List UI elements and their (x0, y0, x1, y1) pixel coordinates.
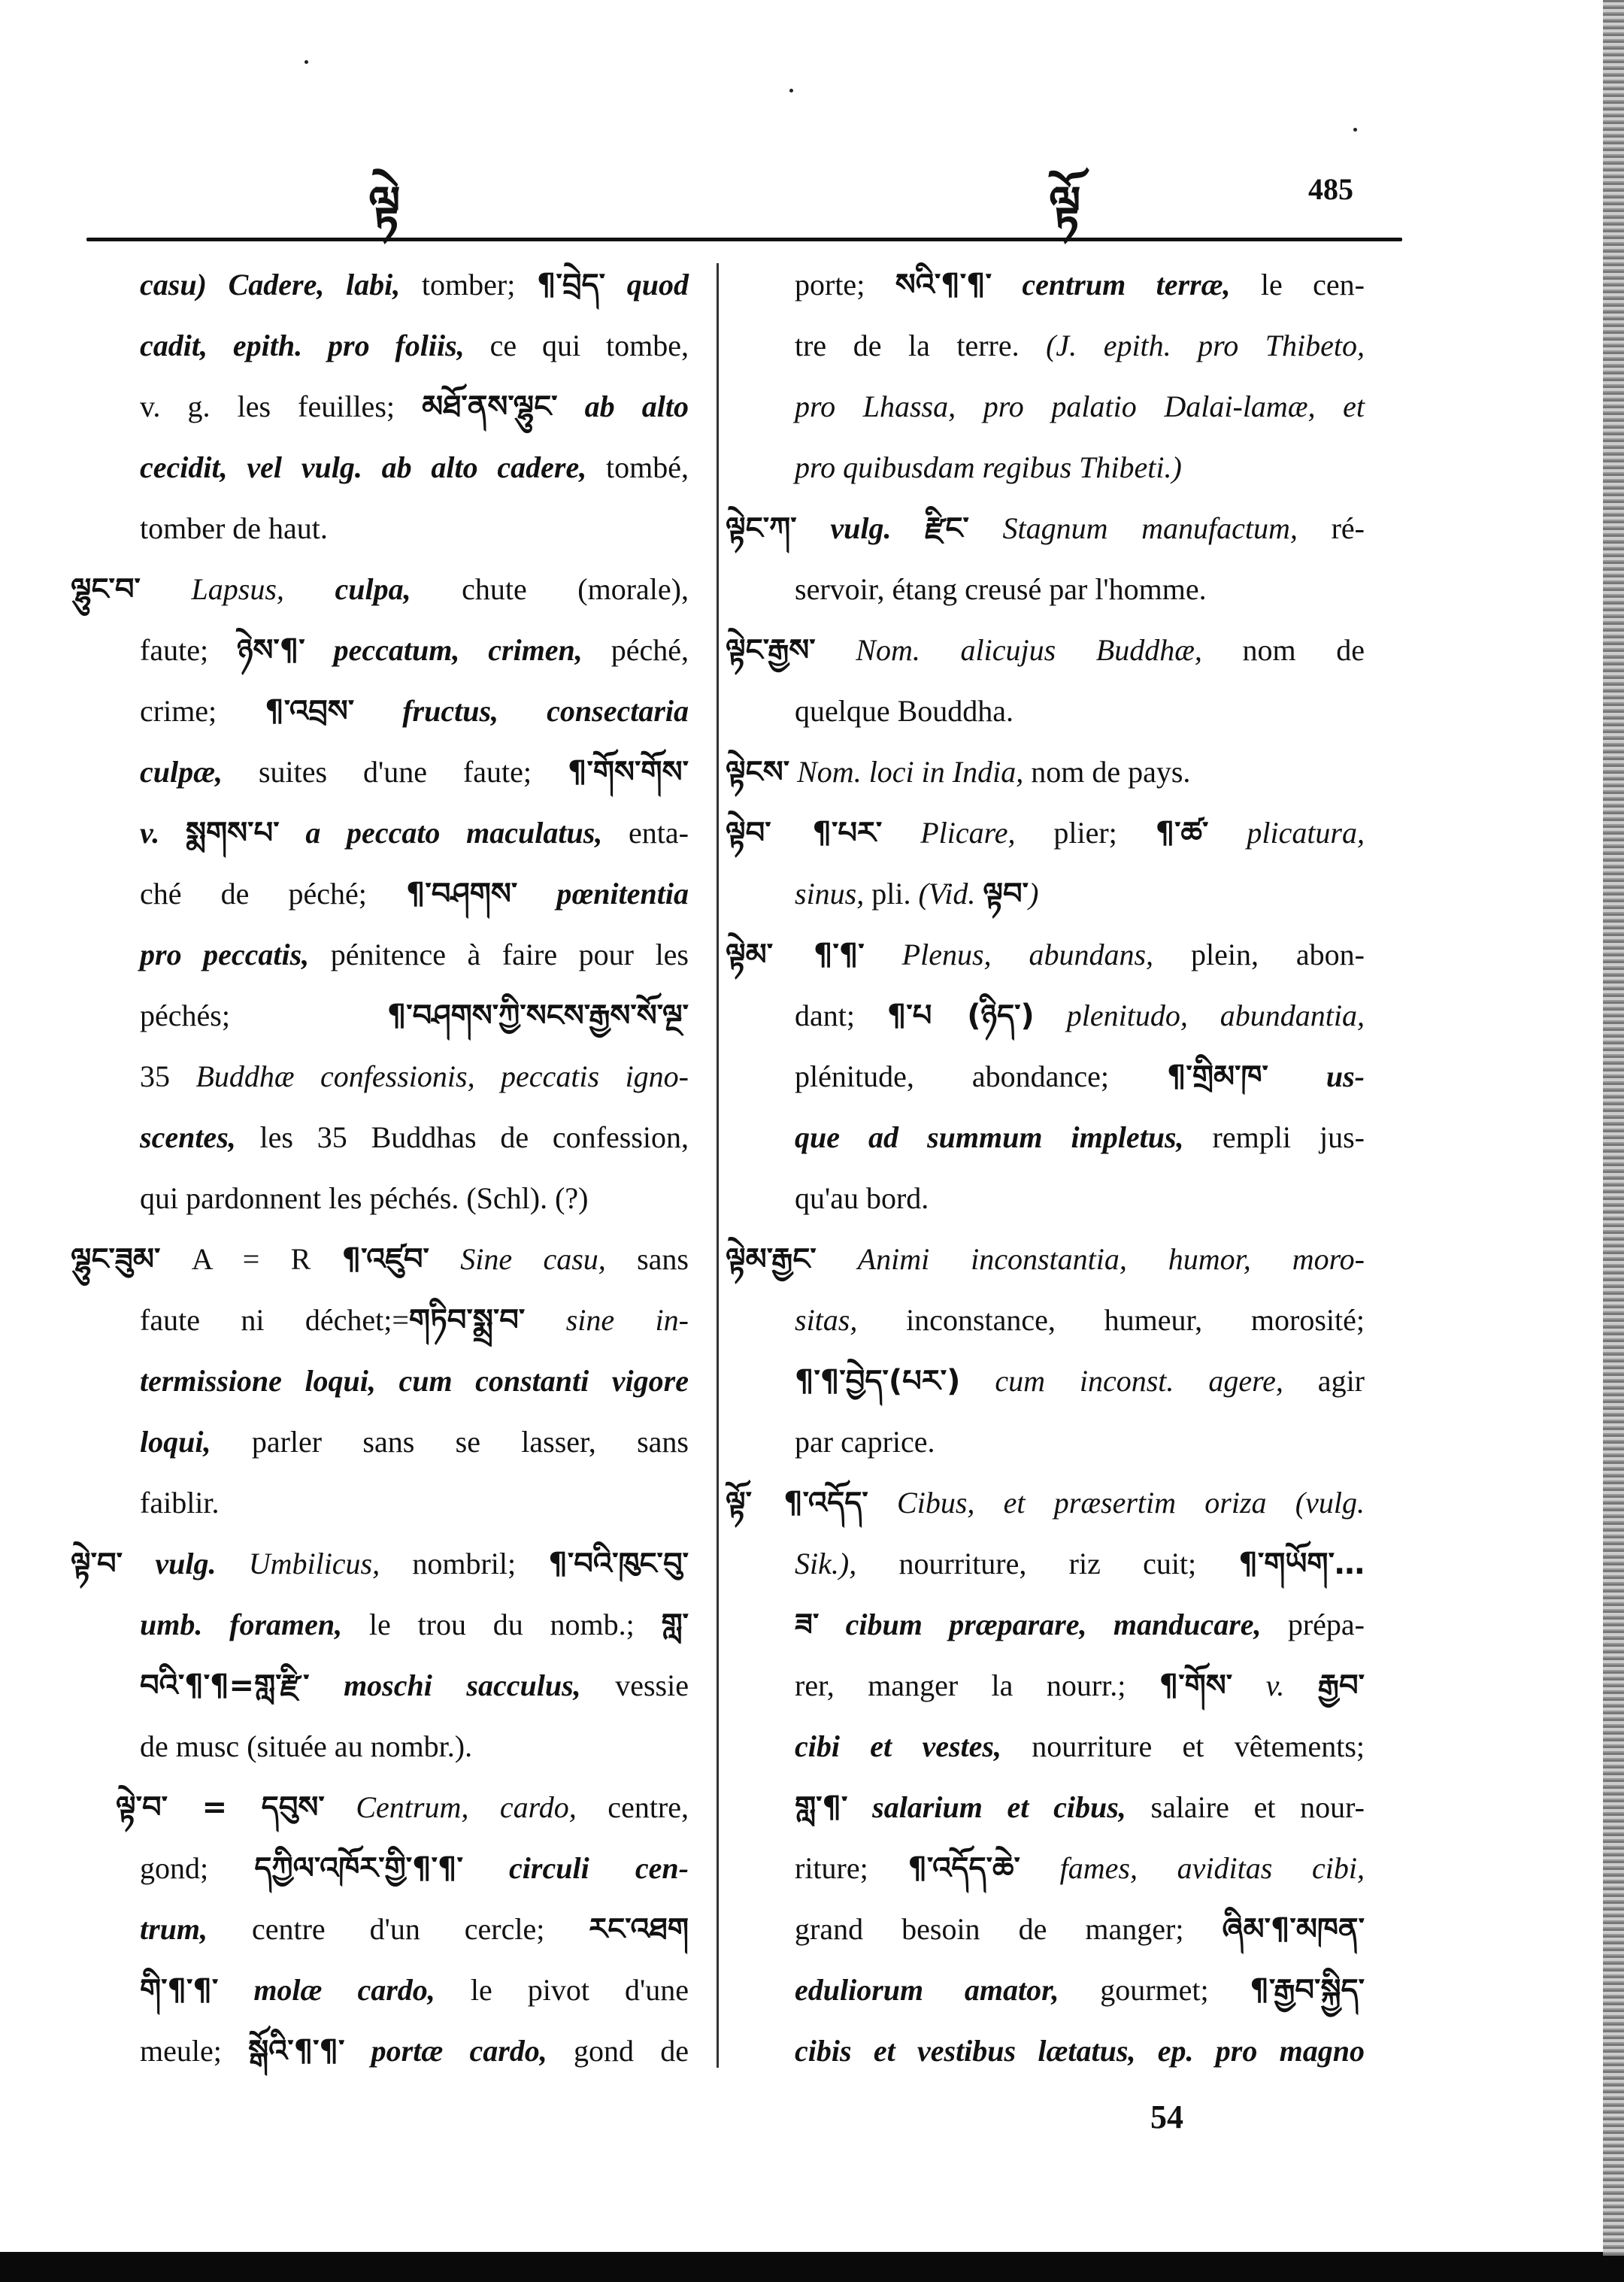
entry-line (726, 863, 1365, 924)
latin-text: casu) Cadere, labi, (140, 268, 401, 302)
entry-headword-line (726, 498, 1365, 559)
latin-text: ab alto (557, 389, 689, 423)
french-text: le cen- (1230, 268, 1365, 302)
tibetan-text: ཞིམ་¶་མཁན་ (1222, 1912, 1365, 1947)
entry-line (71, 437, 689, 498)
scan-speck (789, 89, 793, 92)
entry-line (71, 802, 689, 863)
entry-line (726, 1046, 1365, 1107)
french-text: grand besoin de manger; (795, 1912, 1223, 1946)
french-text: dant; (795, 999, 887, 1032)
entry-line (71, 1959, 689, 2020)
entry-line (726, 437, 1365, 498)
french-text: ché de péché; (140, 877, 406, 911)
french-text: salaire et nour- (1126, 1790, 1365, 1824)
french-text: prépa- (1261, 1608, 1365, 1641)
french-text: les 35 Buddhas de confession, (235, 1120, 689, 1154)
french-text: porte; (795, 268, 895, 302)
latin-text: loqui, (140, 1425, 211, 1459)
header-rule (86, 238, 1402, 241)
entry-line (726, 1838, 1365, 1899)
tibetan-text: ལྟེང་རྒྱས་ (726, 633, 816, 668)
entry-headword-line (726, 620, 1365, 680)
tibetan-text: ལྟེང་ཀ་ (726, 511, 797, 546)
latin-text: que ad summum impletus, (795, 1120, 1184, 1154)
entry-headword-line (726, 1229, 1365, 1289)
column-divider (717, 263, 719, 2068)
latin-text: quod (605, 268, 689, 302)
french-text: gond; (140, 1851, 255, 1885)
page-number-top: 485 (1308, 172, 1353, 206)
latin-text: cadit, epith. pro foliis, (140, 329, 465, 362)
french-text: par caprice. (795, 1425, 935, 1459)
latin-text: eduliorum amator, (795, 1973, 1059, 2007)
entry-headword-line (726, 924, 1365, 985)
latin-text: Nom. alicujus Buddhæ, (815, 633, 1202, 667)
latin-text: Stagnum manufactum, (968, 511, 1298, 545)
french-text: pli. (864, 877, 919, 911)
latin-text: Plicare, (882, 816, 1016, 850)
entry-line (71, 1655, 689, 1716)
entry-headword-line (71, 559, 689, 620)
french-text: meule; (140, 2034, 249, 2068)
french-text: pénitence à faire pour les (309, 938, 689, 971)
latin-text: pœnitentia (517, 877, 689, 911)
latin-text: Sik.), (795, 1547, 857, 1580)
latin-text: sinus, (795, 877, 865, 911)
tibetan-text: ལྟོ་ ¶་འདོད་ (726, 1486, 868, 1520)
entry-headword-line (726, 1472, 1365, 1533)
latin-text: sine in- (525, 1303, 689, 1337)
latin-text: (Vid. (918, 877, 983, 911)
french-text: nourriture, riz cuit; (856, 1547, 1239, 1580)
entry-line (71, 498, 689, 559)
right-guide-word: ལྟོ (1049, 177, 1081, 232)
latin-text: Animi inconstantia, humor, moro- (816, 1242, 1365, 1276)
scan-bottom-border (0, 2252, 1624, 2282)
french-text: v. g. les feuilles; (140, 389, 423, 423)
tibetan-text: ལྟེ་བ་ (71, 1547, 123, 1581)
french-text: suites d'une faute; (223, 755, 568, 789)
entry-line (71, 985, 689, 1046)
latin-text: pro quibusdam regibus Thibeti.) (795, 450, 1182, 484)
tibetan-text: གླ་ (661, 1608, 689, 1642)
tibetan-text: ¶་བཤགས་ (405, 877, 518, 911)
french-text: vessie (580, 1668, 689, 1702)
latin-text: fructus, consectaria (354, 694, 689, 728)
tibetan-text: ¶་རྒྱབ་སྐྱིད་ (1250, 1973, 1365, 2008)
entry-line (726, 254, 1365, 315)
entry-line (71, 254, 689, 315)
french-text: plein, abon- (1153, 938, 1365, 971)
entry-line (726, 1959, 1365, 2020)
entry-line (71, 741, 689, 802)
tibetan-text: ལྟེངས་ (726, 755, 790, 789)
entry-line (71, 1289, 689, 1350)
latin-text: peccatum, crimen, (304, 633, 583, 667)
left-guide-word: ལྟེ (368, 177, 401, 232)
tibetan-text: སྨགས་པ་ (186, 816, 280, 850)
tibetan-text: ¶་བྲེད་ (537, 268, 606, 302)
entry-line (726, 1594, 1365, 1655)
tibetan-text: ལྟབ་ (983, 877, 1029, 911)
latin-text: v. (140, 816, 186, 850)
latin-text: cibum præparare, manducare, (819, 1608, 1262, 1641)
french-text: rempli jus- (1183, 1120, 1365, 1154)
french-text: tomber; (400, 268, 538, 302)
latin-text: molæ cardo, (218, 1973, 435, 2007)
french-text: le pivot d'une (435, 1973, 689, 2007)
french-text: chute (morale), (411, 572, 689, 606)
latin-text: Nom. loci in India, (789, 755, 1024, 789)
french-text: agir (1283, 1364, 1365, 1398)
entry-line (71, 1107, 689, 1168)
french-text: plénitude, abondance; (795, 1059, 1167, 1093)
tibetan-text: ¶་གོས་ (1159, 1668, 1233, 1703)
tibetan-text: བའི་¶་¶=གླ་རྫི་ (140, 1668, 310, 1703)
entry-line (726, 1533, 1365, 1594)
entry-line (726, 2020, 1365, 2081)
entry-line (71, 1411, 689, 1472)
french-text: servoir, étang creusé par l'homme. (795, 572, 1207, 606)
left-column (71, 254, 689, 2081)
tibetan-text: ¶་ཚ་ (1155, 816, 1209, 850)
latin-text: umb. foramen, (140, 1608, 343, 1641)
french-text: tre de la terre. (795, 329, 1047, 362)
latin-text: pro Lhassa, pro palatio Dalai-lamæ, et (795, 389, 1365, 423)
french-text: faute ni déchet;= (140, 1303, 409, 1337)
french-text: gourmet; (1059, 1973, 1250, 2007)
tibetan-text: དཀྱིལ་འཁོར་གྱི་¶་¶་ (254, 1851, 463, 1886)
entry-headword-line (71, 1229, 689, 1289)
entry-line (726, 1107, 1365, 1168)
latin-text: vulg. (123, 1547, 249, 1580)
latin-text: Lapsus, (140, 572, 335, 606)
entry-line (726, 1350, 1365, 1411)
entry-line (726, 559, 1365, 620)
entry-line (71, 1716, 689, 1777)
latin-text: salarium et cibus, (847, 1790, 1126, 1824)
latin-text: culpæ, (140, 755, 223, 789)
entry-line (71, 376, 689, 437)
entry-line (71, 1594, 689, 1655)
entry-line (71, 315, 689, 376)
latin-text: culpa, (335, 572, 411, 606)
entry-line (726, 680, 1365, 741)
french-text: péchés; (140, 999, 387, 1032)
entry-line (726, 1168, 1365, 1229)
french-text: rer, manger la nourr.; (795, 1668, 1159, 1702)
tibetan-text: གི་¶་¶་ (140, 1973, 219, 2008)
tibetan-text: ¶་འདོད་ཆེ་ (907, 1851, 1020, 1886)
french-text: 35 (140, 1059, 196, 1093)
entry-line (71, 1168, 689, 1229)
french-text: nombril; (380, 1547, 549, 1580)
latin-text: fames, aviditas cibi, (1020, 1851, 1365, 1885)
latin-text: Buddhæ confessionis, peccatis igno- (195, 1059, 689, 1093)
entry-line (71, 1046, 689, 1107)
entry-line (726, 1777, 1365, 1838)
scan-speck (304, 60, 308, 64)
french-text: parler sans se lasser, sans (211, 1425, 689, 1459)
tibetan-text: གླ་¶་ (795, 1790, 848, 1825)
tibetan-text: གཏིབ་སྨྲ་བ་ (408, 1303, 526, 1338)
tibetan-text: ལྟེམ་རྒྱང་ (726, 1242, 817, 1277)
french-text: inconstance, humeur, morosité; (857, 1303, 1365, 1337)
french-text: quelque Bouddha. (795, 694, 1014, 728)
entry-line (71, 1350, 689, 1411)
entry-line (726, 985, 1365, 1046)
latin-text: Sine casu, (429, 1242, 606, 1276)
latin-text: scentes, (140, 1120, 236, 1154)
french-text: de musc (située au nombr.). (140, 1729, 473, 1763)
tibetan-text: ལྟེ་བ་ = དབུས་ (116, 1790, 325, 1825)
latin-text: Plenus, abundans, (864, 938, 1154, 971)
scan-right-edge (1603, 0, 1624, 2256)
french-text: qu'au bord. (795, 1181, 929, 1215)
entry-line (726, 1411, 1365, 1472)
scan-speck (1353, 128, 1357, 132)
tibetan-text: མཐོ་ནས་ལྷུང་ (422, 389, 558, 424)
latin-text: plicatura, (1208, 816, 1365, 850)
french-text: ré- (1297, 511, 1365, 545)
latin-text: pro peccatis, (140, 938, 310, 971)
french-text: faute; (140, 633, 237, 667)
entry-headword-line (71, 1533, 689, 1594)
french-text: crime; (140, 694, 265, 728)
latin-text: portæ cardo, (344, 2034, 547, 2068)
latin-text: us- (1268, 1059, 1365, 1093)
latin-text: termissione loqui, cum constanti vigore (140, 1364, 689, 1398)
latin-text: cibi et vestes, (795, 1729, 1001, 1763)
right-column (726, 254, 1365, 2081)
entry-line (726, 1716, 1365, 1777)
page-number: 54 (1150, 2099, 1183, 2135)
entry-line (726, 1899, 1365, 1959)
tibetan-text: རྒྱབ་ (1317, 1668, 1365, 1703)
latin-text: sitas, (795, 1303, 858, 1337)
tibetan-text: ¶་གོས་གོས་ (568, 755, 689, 789)
french-text: centre d'un cercle; (208, 1912, 589, 1946)
entry-line (71, 680, 689, 741)
french-text: gond de (547, 2034, 689, 2068)
latin-text: (J. epith. pro Thibeto, (1046, 329, 1365, 362)
entry-line (71, 620, 689, 680)
entry-line (71, 1472, 689, 1533)
entry-line (71, 1899, 689, 1959)
entry-line (726, 376, 1365, 437)
french-text: qui pardonnent les péchés. (Schl). (?) (140, 1181, 589, 1215)
french-text: sans (605, 1242, 689, 1276)
french-text: plier; (1015, 816, 1156, 850)
tibetan-text: ¶་པ (ཉིད་) (886, 999, 1035, 1033)
tibetan-text: ལྟེམ་ ¶་¶་ (726, 938, 865, 972)
latin-text: Cibus, et præsertim oriza (vulg. (868, 1486, 1365, 1520)
french-text: faiblir. (140, 1486, 220, 1520)
french-text: tomber de haut. (140, 511, 328, 545)
tibetan-text: ཉེས་¶་ (237, 633, 305, 668)
entry-line (71, 924, 689, 985)
french-text: nourriture et vêtements; (1001, 1729, 1365, 1763)
latin-text: Centrum, cardo, (324, 1790, 577, 1824)
french-text: tombé, (586, 450, 689, 484)
latin-text: plenitudo, abundantia, (1034, 999, 1365, 1032)
tibetan-text: རང་འཐག (589, 1912, 689, 1947)
latin-text: trum, (140, 1912, 208, 1946)
french-text: péché, (582, 633, 689, 667)
entry-line (726, 315, 1365, 376)
entry-headword-line (726, 741, 1365, 802)
latin-text: ) (1029, 877, 1039, 911)
tibetan-text: ལྷུང་ཟུམ་ (71, 1242, 161, 1277)
tibetan-text: སྒོའི་¶་¶་ (248, 2034, 345, 2068)
latin-text: Umbilicus, (248, 1547, 380, 1580)
latin-text: centrum terræ, (992, 268, 1231, 302)
entry-line (71, 2020, 689, 2081)
entry-line (726, 1289, 1365, 1350)
latin-text: vulg. (796, 511, 926, 545)
latin-text: cecidit, vel vulg. ab alto cadere, (140, 450, 587, 484)
latin-text: cibis et vestibus lætatus, ep. pro magno (795, 2034, 1365, 2068)
tibetan-text: སའི་¶་¶་ (895, 268, 992, 302)
latin-text: moschi sacculus, (309, 1668, 581, 1702)
french-text: A = R (160, 1242, 342, 1276)
tibetan-text: ལྟེབ་ ¶་པར་ (726, 816, 883, 850)
latin-text: v. (1232, 1668, 1318, 1702)
tibetan-text: ¶་གཡོག་… (1238, 1547, 1365, 1581)
entry-line (726, 1655, 1365, 1716)
latin-text: a peccato maculatus, (279, 816, 603, 850)
entry-headword-line (71, 1777, 689, 1838)
french-text: enta- (602, 816, 689, 850)
french-text: centre, (576, 1790, 689, 1824)
french-text: nom de pays. (1023, 755, 1191, 789)
tibetan-text: ¶་བཤགས་ཀྱི་སངས་རྒྱས་སོ་ལྔ་ (386, 999, 689, 1033)
tibetan-text: ལྷུང་བ་ (71, 572, 141, 607)
french-text: riture; (795, 1851, 908, 1885)
tibetan-text: རྫིང་ (925, 511, 969, 546)
entry-headword-line (726, 802, 1365, 863)
french-text: nom de (1201, 633, 1365, 667)
entry-line (71, 1838, 689, 1899)
tibetan-text: ཟ་ (795, 1608, 820, 1642)
french-text: le trou du nomb.; (342, 1608, 662, 1641)
french-text: ce qui tombe, (464, 329, 689, 362)
tibetan-text: ¶་¶་བྱེད་(པར་) (795, 1364, 961, 1399)
tibetan-text: ¶་གྲིམ་ཁ་ (1166, 1059, 1268, 1094)
tibetan-text: ¶་འབྲས་ (265, 694, 355, 729)
tibetan-text: ¶་འཛུབ་ (341, 1242, 429, 1277)
latin-text: circuli cen- (462, 1851, 689, 1885)
entry-line (71, 863, 689, 924)
tibetan-text: ¶་བའི་ཁུང་བུ་ (548, 1547, 689, 1581)
latin-text: cum inconst. agere, (960, 1364, 1283, 1398)
